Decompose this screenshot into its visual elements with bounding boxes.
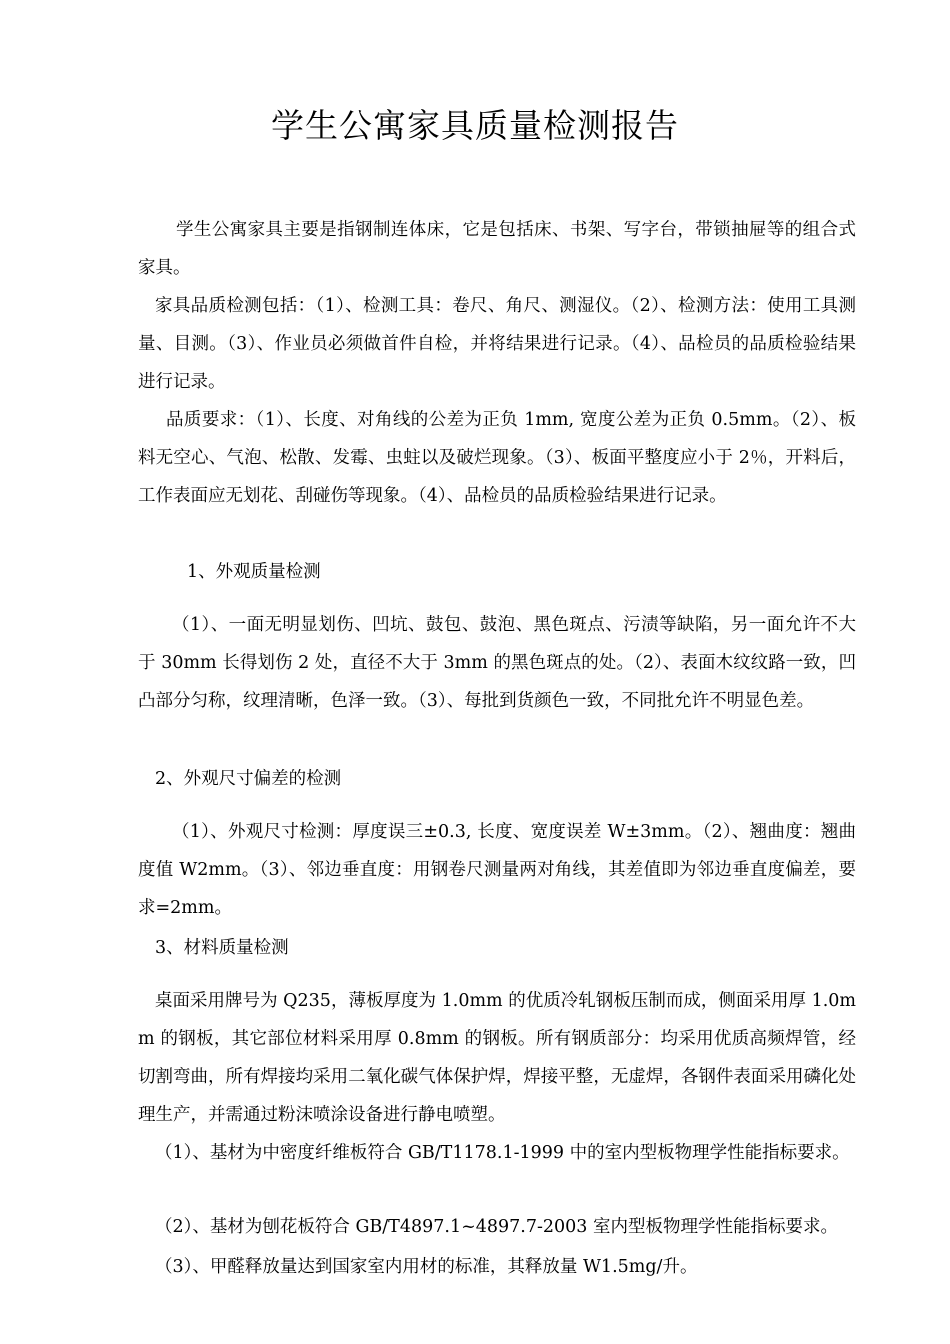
quality-requirements-paragraph: 品质要求：（1）、长度、对角线的公差为正负 1mm, 宽度公差为正负 0.5mm。（2）、板料无空心、气泡、松散、发霉、虫蛀以及破烂现象。（3）、板面平整度应小于 2％，开料后，工作表面应无划花、刮碰伤等现象。（4）、品检员的品质检验结果进行记录。 [138, 410, 856, 506]
material-paragraph: 桌面采用牌号为 Q235，薄板厚度为 1.0mm 的优质冷轧钢板压制而成，侧面采用厚 1.0mm 的钢板，其它部位材料采用厚 0.8mm 的钢板。所有钢质部分：均采用优质高频焊管，经切割弯曲，所有焊接均采用二氧化碳气体保护焊，焊接平整，无虚焊，各钢件表面采用磷化处理生产，并需通过粉沫喷涂设备进行静电喷塑。 [138, 991, 856, 1125]
material-item-3: （3）、甲醛释放量达到国家室内用材的标准，其释放量 W1.5mg/升。 [155, 1257, 698, 1277]
document-title: 学生公寓家具质量检测报告 [271, 106, 679, 145]
section-heading-material: 3、材料质量检测 [155, 938, 289, 958]
dimension-paragraph: （1）、外观尺寸检测：厚度误三±0.3, 长度、宽度误差 W±3mm。（2）、翘曲度：翘曲度值 W2mm。（3）、邻边垂直度：用钢卷尺测量两对角线，其差值即为邻边垂直度偏差，要求=2mm。 [138, 822, 856, 918]
section-heading-appearance: 1、外观质量检测 [187, 562, 321, 582]
inspection-scope-paragraph: 家具品质检测包括：（1）、检测工具：卷尺、角尺、测湿仪。（2）、检测方法：使用工具测量、目测。（3）、作业员必须做首件自检，并将结果进行记录。（4）、品检员的品质检验结果进行记录。 [138, 296, 856, 392]
material-item-2: （2）、基材为刨花板符合 GB/T4897.1~4897.7-2003 室内型板物理学性能指标要求。 [155, 1217, 838, 1237]
appearance-paragraph: （1）、一面无明显划伤、凹坑、鼓包、鼓泡、黑色斑点、污渍等缺陷，另一面允许不大于 30mm 长得划伤 2 处，直径不大于 3mm 的黑色斑点的处。（2）、表面木纹纹路一致，凹凸部分匀称，纹理清晰，色泽一致。（3）、每批到货颜色一致，不同批允许不明显色差。 [138, 615, 856, 711]
section-heading-dimension: 2、外观尺寸偏差的检测 [155, 769, 342, 789]
intro-paragraph: 学生公寓家具主要是指钢制连体床，它是包括床、书架、写字台，带锁抽屉等的组合式家具。 [138, 220, 856, 278]
material-item-1: （1）、基材为中密度纤维板符合 GB/T1178.1-1999 中的室内型板物理学性能指标要求。 [155, 1143, 850, 1163]
